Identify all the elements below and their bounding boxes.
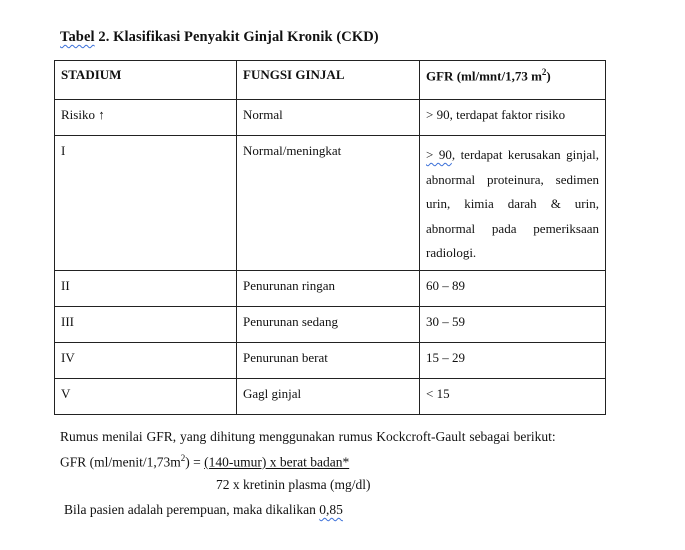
cell-fungsi: Penurunan berat: [237, 342, 420, 378]
table-row: [55, 306, 606, 342]
table-row: [55, 342, 606, 378]
cell-fungsi: Penurunan sedang: [237, 306, 420, 342]
table-header-row: [55, 61, 606, 100]
table-row: [55, 378, 606, 414]
cell-gfr: > 90, terdapat faktor risiko: [420, 100, 606, 136]
cell-stadium: IV: [55, 342, 237, 378]
cell-gfr: 30 – 59: [420, 306, 606, 342]
adjustment-factor: 0,85: [319, 502, 343, 517]
cell-fungsi: Normal/meningkat: [237, 136, 420, 271]
table-row: [55, 270, 606, 306]
header-gfr: GFR (ml/mnt/1,73 $m^2$): [420, 61, 606, 100]
cell-stadium: Risiko ↑: [55, 100, 237, 136]
formula-line: GFR $(ml/menit/1,73m^2)$ = (140-umur) x berat badan*: [60, 453, 350, 470]
cell-stadium: V: [55, 378, 237, 414]
gfr-prefix: > 90: [426, 147, 452, 162]
cell-stadium: II: [55, 270, 237, 306]
cell-gfr: < 15: [420, 378, 606, 414]
ckd-classification-table: [54, 60, 606, 415]
title-text: 2. Klasifikasi Penyakit Ginjal Kronik (CKD): [94, 29, 379, 45]
header-stadium: STADIUM: [55, 61, 237, 100]
formula-numerator: (140-umur) x berat badan*: [204, 454, 350, 470]
cell-fungsi: Gagl ginjal: [237, 378, 420, 414]
table-title: [60, 29, 379, 46]
header-fungsi-ginjal: FUNGSI GINJAL: [237, 61, 420, 100]
cell-gfr: 60 – 89: [420, 270, 606, 306]
table-row: [55, 136, 606, 271]
gfr-description: , terdapat kerusakan ginjal, abnormal proteinura, sedimen urin, kimia darah & urin, abnormal pada pemeriksaan radiologi.: [426, 147, 599, 260]
cell-gfr: [420, 136, 606, 271]
formula-denominator: 72 x kretinin plasma (mg/dl): [216, 477, 371, 492]
title-prefix: Tabel: [60, 29, 95, 45]
formula-intro: Rumus menilai GFR, yang dihitung menggunakan rumus Kockcroft-Gault sebagai berikut:: [60, 429, 556, 444]
cell-stadium: III: [55, 306, 237, 342]
female-adjustment-note: Bila pasien adalah perempuan, maka dikalikan 0,85: [64, 502, 343, 517]
cell-fungsi: Penurunan ringan: [237, 270, 420, 306]
cell-fungsi: Normal: [237, 100, 420, 136]
cell-gfr: 15 – 29: [420, 342, 606, 378]
table-row: [55, 100, 606, 136]
cell-stadium: I: [55, 136, 237, 271]
